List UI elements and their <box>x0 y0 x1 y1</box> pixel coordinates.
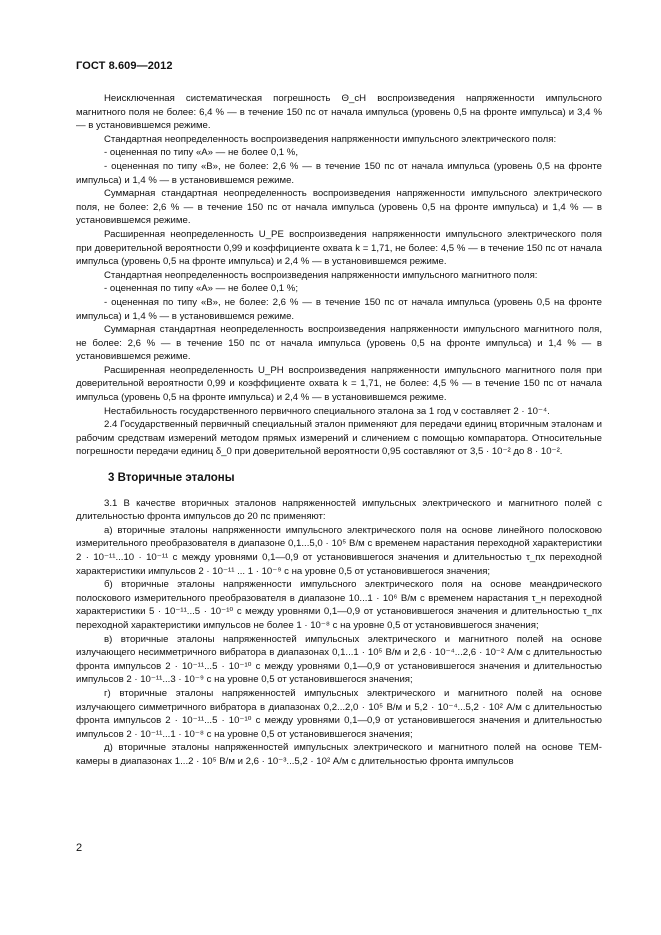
document-header: ГОСТ 8.609—2012 <box>76 60 173 72</box>
list-item: г) вторичные эталоны напряженностей импульсных электрического и магнитного полей на основе излучающего симметричного вибратора в диапазонах 0,2...2,0 · 10⁵ В/м и 5,2 · 10⁻⁴...5,2 · 10² А/м с длительностью фронта импульсов 2 · 10⁻¹¹...5 · 10⁻¹⁰ с между уровнями 0,1—0,9 от установившегося значения и длительностью импульсов 2 · 10⁻¹¹...1 · 10⁻⁸ с на уровне 0,5 от установившегося значения; <box>76 687 602 740</box>
paragraph: 2.4 Государственный первичный специальный эталон применяют для передачи единиц вторичным эталонам и рабочим средствам измерений методом прямых измерений и сличением с помощью компаратора. Относительные погрешности передачи единиц δ_0 при доверительной вероятности 0,95 составляют от 3,5 · 10⁻² до 8 · 10⁻². <box>76 419 602 458</box>
section-heading: 3 Вторичные эталоны <box>108 472 235 485</box>
paragraph: Расширенная неопределенность U_PE воспроизведения напряженности импульсного электрического поля при доверительной вероятности 0,99 и коэффициенте охвата k = 1,71, не более: 4,5 % — в течение 150 пс от начала импульса (уровень 0,5 на фронте импульса) и 2,4 % — в установившемся режиме. <box>76 228 602 268</box>
list-item: - оцененная по типу «В», не более: 2,6 % — в течение 150 пс от начала импульса (уровень 0,5 на фронте импульса) и 1,4 % — в установившемся режиме. <box>76 160 602 186</box>
paragraph: 3.1 В качестве вторичных эталонов напряженностей импульсных электрического и магнитного полей с длительностью фронта импульсов до 20 пс применяют: <box>76 497 602 523</box>
list-item: в) вторичные эталоны напряженностей импульсных электрического и магнитного полей на основе излучающего несимметричного вибратора в диапазонах 0,1...1 · 10⁵ В/м и 2,6 · 10⁻⁴...2,6 · 10⁻² А/м с длительностью фронта импульсов 2 · 10⁻¹¹...5 · 10⁻¹⁰ с между уровнями 0,1—0,9 от установившегося значения и длительностью импульсов 2 · 10⁻¹¹...3 · 10⁻⁹ с на уровне 0,5 от установившегося значения; <box>76 633 602 686</box>
list-item: - оцененная по типу «А» — не более 0,1 %, <box>104 147 298 159</box>
paragraph: Неисключенная систематическая погрешность Θ_cH воспроизведения напряженности импульсного магнитного поля не более: 6,4 % — в течение 150 пс от начала импульса (уровень 0,5 на фронте импульса) и 3,4 % — в установившемся режиме. <box>76 93 602 132</box>
paragraph: Нестабильность государственного первичного специального эталона за 1 год ν составляет 2 · 10⁻⁴. <box>104 405 550 417</box>
document-body <box>76 92 602 769</box>
paragraph: Суммарная стандартная неопределенность воспроизведения напряженности импульсного электрического поля, не более: 2,6 % — в течение 150 пс от начала импульса (уровень 0,5 на фронте импульса) и 1,4 % — в установившемся режиме. <box>76 188 602 227</box>
paragraph: Стандартная неопределенность воспроизведения напряженности импульсного магнитного поля: <box>104 269 538 281</box>
list-item: д) вторичные эталоны напряженностей импульсных электрического и магнитного полей на основе ТЕМ-камеры в диапазонах 1...2 · 10⁵ В/м и 2,6 · 10⁻³...5,2 · 10² А/м с длительностью фронта импульсов <box>76 742 602 767</box>
paragraph: Суммарная стандартная неопределенность воспроизведения напряженности импульсного магнитного поля, не более: 2,6 % — в течение 150 пс от начала импульса (уровень 0,5 на фронте импульса) и 1,4 % — в установившемся режиме. <box>76 324 602 363</box>
page-number: 2 <box>76 842 83 854</box>
paragraph: Расширенная неопределенность U_PH воспроизведения напряженности импульсного магнитного поля при доверительной вероятности 0,99 и коэффициенте охвата k = 1,71, не более: 4,5 % — в течение 150 пс от начала импульса (уровень 0,5 на фронте импульса) и 2,4 % — в установившемся режиме. <box>76 364 602 404</box>
list-item: - оцененная по типу «А» — не более 0,1 %; <box>104 283 298 295</box>
list-item: - оцененная по типу «В», не более: 2,6 % — в течение 150 пс от начала импульса (уровень 0,5 на фронте импульса) и 1,4 % — в установившемся режиме. <box>76 296 602 322</box>
list-item: а) вторичные эталоны напряженности импульсного электрического поля на основе линейного полосковою измерительного преобразователя в диапазоне 0,1...5,0 · 10⁵ В/м с временем нарастания переходной характеристики 2 · 10⁻¹¹...10 · 10⁻¹¹ с между уровнями 0,1—0,9 от установившегося значения и длительностью τ_пх переходной характеристики импульсов 2 · 10⁻¹¹ ... 1 · 10⁻⁹ с на уровне 0,5 от установившегося значения; <box>76 524 602 577</box>
paragraph: Стандартная неопределенность воспроизведения напряженности импульсного электрического поля: <box>104 133 557 145</box>
list-item: б) вторичные эталоны напряженности импульсного электрического поля на основе меандрического полоскового измерительного преобразователя в диапазоне 10...1 · 10⁶ В/м с временем нарастания τ_н переходной характеристики 5 · 10⁻¹¹...5 · 10⁻¹⁰ с между уровнями 0,1—0,9 от установившегося значения и длительностью τ_пх переходной характеристики импульсов не более 1 · 10⁻⁸ с на уровне 0,5 от установившегося значения; <box>76 579 602 631</box>
